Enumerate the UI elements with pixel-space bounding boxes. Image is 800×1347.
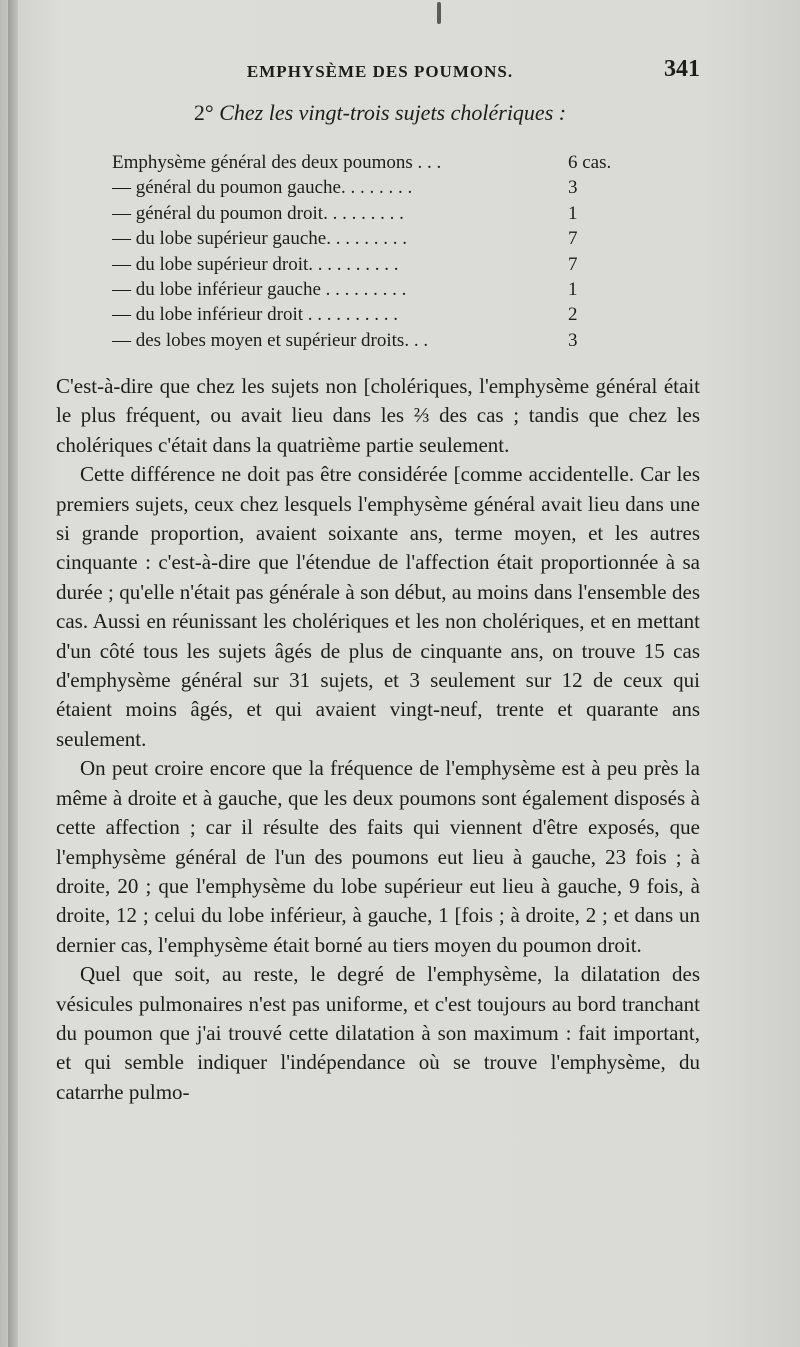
paragraph-3: On peut croire encore que la fréquence de l'emphysème est à peu près la même à droite et à gauche, que les deux poumons sont également disposés à cette affection ; car il résulte des faits qui viennent d'être exposés, que l'emphysème général de l'un des poumons eut lieu à gauche, 23 fois ; à droite, 20 ; que l'emphysème du lobe supérieur eut lieu à gauche, 9 fois, à droite, 12 ; celui du lobe inférieur, à gauche, 1 [fois ; à droite, 2 ; et dans un dernier cas, l'emphysème était borné au tiers moyen du poumon droit. bbox=[56, 756, 700, 957]
section-title bbox=[60, 100, 700, 126]
table-row bbox=[112, 226, 642, 251]
paragraph-4: Quel que soit, au reste, le degré de l'emphysème, la dilatation des vésicules pulmonaires n'est pas uniforme, et c'est toujours au bord tranchant du poumon que j'ai trouvé cette dilatation à son maximum : fait important, et qui semble indiquer l'indépendance où se trouve l'emphysème, du catarrhe pulmo- bbox=[56, 962, 700, 1104]
table-row bbox=[112, 252, 642, 277]
row-label: — des lobes moyen et supérieur droits. . . bbox=[112, 329, 429, 351]
row-value: 1 bbox=[568, 202, 578, 224]
table-row bbox=[112, 175, 642, 200]
row-value: 3 bbox=[568, 177, 578, 199]
page-number: 341 bbox=[664, 56, 700, 82]
row-value: 7 bbox=[568, 228, 578, 250]
body-text bbox=[56, 372, 700, 1107]
ink-mark bbox=[437, 2, 441, 24]
section-title-text: Chez les vingt-trois sujets cholériques : bbox=[219, 100, 567, 125]
page-header bbox=[60, 56, 700, 90]
row-value: 2 bbox=[568, 304, 578, 326]
table-row bbox=[112, 277, 642, 302]
table-row bbox=[112, 302, 642, 327]
row-label: — général du poumon droit. . . . . . . . . bbox=[112, 202, 404, 224]
statistics-table bbox=[112, 150, 642, 353]
row-label: — du lobe inférieur gauche . . . . . . . . . bbox=[112, 278, 407, 300]
row-label: — du lobe supérieur gauche. . . . . . . . . bbox=[112, 228, 407, 250]
section-number: 2° bbox=[193, 100, 214, 125]
table-row bbox=[112, 150, 642, 175]
row-value: 6 cas. bbox=[568, 152, 612, 173]
row-value: 7 bbox=[568, 253, 578, 275]
row-label: — général du poumon gauche. . . . . . . . bbox=[112, 177, 413, 199]
running-title: EMPHYSÈME DES POUMONS. bbox=[246, 62, 514, 81]
row-label: — du lobe supérieur droit. . . . . . . . . . bbox=[112, 253, 399, 275]
paragraph-1: C'est-à-dire que chez les sujets non [cholériques, l'emphysème général était le plus fréquent, ou avait lieu dans les ⅔ des cas ; tandis que chez les cholériques c'était dans la quatrième partie seulement. bbox=[56, 374, 700, 457]
row-label: Emphysème général des deux poumons . . . bbox=[112, 152, 442, 173]
row-label: — du lobe inférieur droit . . . . . . . . . . bbox=[112, 304, 399, 326]
paragraph-2: Cette différence ne doit pas être considérée [comme accidentelle. Car les premiers sujets, ceux chez lesquels l'emphysème général avait lieu dans une si grande proportion, avaient soixante ans, terme moyen, et les autres cinquante : c'est-à-dire que l'étendue de l'affection était proportionnée à sa durée ; qu'elle n'était pas générale à son début, au moins dans l'ensemble des cas. Aussi en réunissant les cholériques et les non cholériques, et en mettant d'un côté tous les sujets âgés de plus de cinquante ans, on trouve 15 cas d'emphysème général sur 31 sujets, et 3 seulement sur 12 de ceux qui étaient moins âgés, et qui avaient vingt-neuf, trente et quarante ans seulement. bbox=[56, 462, 700, 751]
table-row bbox=[112, 328, 642, 353]
row-value: 1 bbox=[568, 278, 578, 300]
page-gutter-shadow bbox=[8, 0, 18, 1347]
row-value: 3 bbox=[568, 329, 578, 351]
table-row bbox=[112, 201, 642, 226]
